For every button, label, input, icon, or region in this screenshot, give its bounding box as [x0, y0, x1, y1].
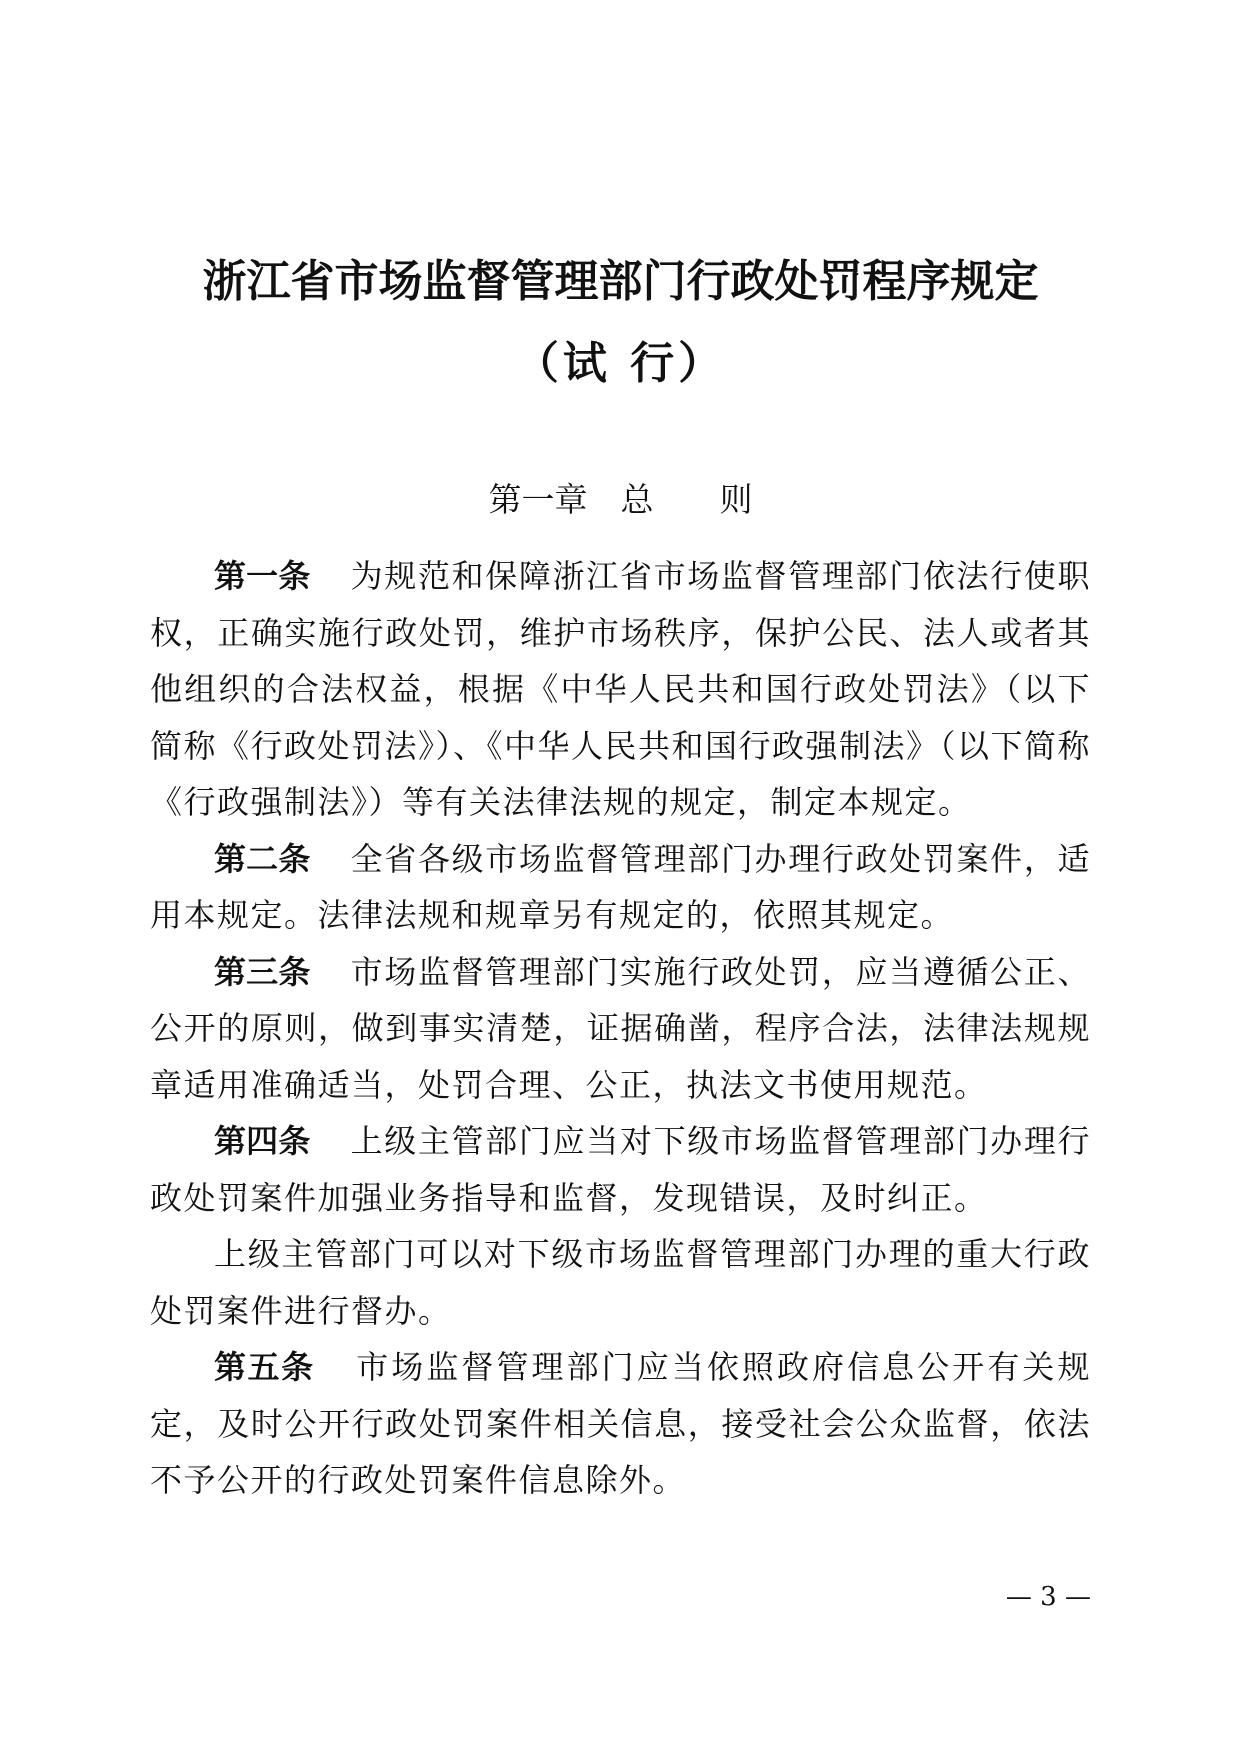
page-number: — 3 —	[1005, 1582, 1091, 1612]
article-number: 第二条	[214, 839, 311, 878]
article-4-continuation: 上级主管部门可以对下级市场监督管理部门办理的重大行政处罚案件进行督办。	[150, 1235, 1091, 1330]
document-subtitle: （试 行）	[514, 338, 727, 389]
document-title: 浙江省市场监督管理部门行政处罚程序规定	[202, 256, 1039, 307]
article-number: 第三条	[214, 952, 311, 991]
document-body	[150, 548, 1091, 1509]
article-number: 第一条	[214, 557, 311, 595]
article-1	[150, 548, 1091, 831]
article-text: 为规范和保障浙江省市场监督管理部门依法行使职权，正确实施行政处罚，维护市场秩序，保护公民、法人或者其他组织的合法权益，根据《中华人民共和国行政处罚法》（以下简称《行政处罚法》）、《中华人民共和国行政强制法》（以下简称《行政强制法》）等有关法律法规的规定，制定本规定。	[150, 557, 1092, 821]
article-4	[150, 1113, 1091, 1226]
article-number: 第五条	[214, 1348, 315, 1386]
article-5	[150, 1339, 1091, 1509]
article-2	[150, 831, 1091, 944]
article-3	[150, 944, 1091, 1114]
article-number: 第四条	[214, 1122, 311, 1160]
chapter-heading: 第一章 总 则	[488, 480, 753, 519]
article-text: 全省各级市场监督管理部门办理行政处罚案件，适用本规定。法律法规和规章另有规定的，依照其规定。	[150, 839, 1091, 934]
article-text: 市场监督管理部门应当依照政府信息公开有关规定，及时公开行政处罚案件相关信息，接受社会公众监督，依法不予公开的行政处罚案件信息除外。	[150, 1348, 1091, 1499]
article-text: 市场监督管理部门实施行政处罚，应当遵循公正、公开的原则，做到事实清楚，证据确凿，程序合法，法律法规规章适用准确适当，处罚合理、公正，执法文书使用规范。	[150, 952, 1091, 1104]
article-text: 上级主管部门应当对下级市场监督管理部门办理行政处罚案件加强业务指导和监督，发现错误，及时纠正。	[150, 1122, 1091, 1217]
